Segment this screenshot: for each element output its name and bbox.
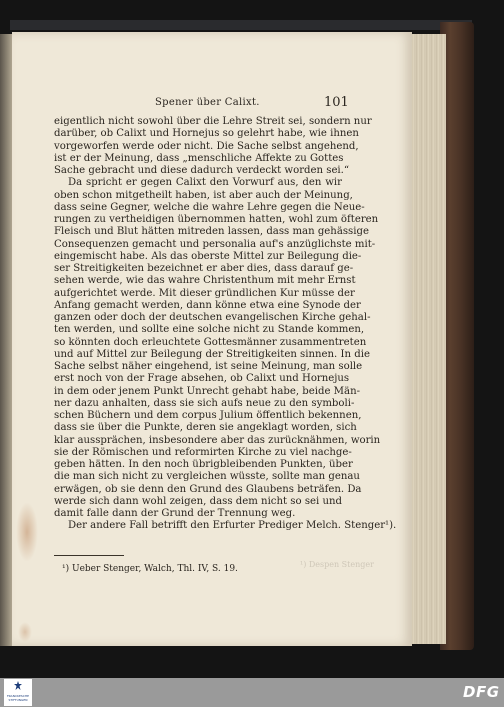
text-line: Der andere Fall betrifft den Erfurter Prediger Melch. Stenger¹). [68, 520, 397, 532]
footnote: ¹) Ueber Stenger, Walch, Thl. IV, S. 19. [62, 564, 238, 574]
text-line: rungen zu vertheidigen übernommen hatten, wohl zum öfteren [54, 214, 379, 225]
text-line: klar aussprächen, insbesondere aber das zurücknähmen, worin [54, 434, 381, 446]
text-line: darüber, ob Calixt und Hornejus so gelehrt habe, wie ihnen [54, 128, 359, 140]
text-line: ganzen oder doch der deutschen evangelischen Kirche gehal- [54, 312, 371, 323]
text-line: dass sie über die Punkte, deren sie angeklagt worden, sich [54, 422, 357, 434]
text-line: werde sich dann wohl zeigen, dass dem nicht so sei und [54, 495, 342, 507]
text-line: ten werden, und sollte eine solche nicht zu Stande kommen, [54, 324, 365, 336]
text-line: Consequenzen gemacht und personalia auf's anzüglichste mit- [54, 238, 376, 250]
dfg-logo[interactable]: DFG [463, 683, 500, 701]
footnote-rule [54, 555, 124, 556]
text-line: Sache gebracht und diese dadurch verdeckt worden sei.“ [54, 165, 350, 176]
text-line: Anfang gemacht werden, dann könne etwa eine Synode der [54, 299, 361, 311]
text-line: so könnten doch erleuchtete Gottesmänner zusammentreten [54, 336, 367, 348]
text-line: vorgeworfen werde oder nicht. Die Sache selbst angehend, [54, 140, 359, 152]
text-line: ist er der Meinung, dass „menschliche Affekte zu Gottes [54, 152, 344, 164]
crest-icon [13, 681, 23, 691]
franckesche-stiftungen-logo[interactable] [4, 679, 32, 706]
text-line: damit falle dann der Grund der Trennung weg. [54, 508, 296, 519]
text-line: Da spricht er gegen Calixt den Vorwurf aus, den wir [68, 177, 342, 189]
text-line: dass seine Gegner, welche die wahre Lehre gegen die Neue- [54, 201, 365, 213]
logo-text: FRANCKESCHE STIFTUNGEN [6, 694, 30, 702]
paper-stain [16, 502, 38, 562]
page-edges [410, 34, 446, 644]
text-line: eingemischt habe. Als das oberste Mittel zur Beilegung die- [54, 250, 362, 262]
text-line: und auf Mittel zur Beilegung der Streitigkeiten sinnen. In die [54, 348, 370, 360]
text-line: erwägen, ob sie denn den Grund des Glaubens beträfen. Da [54, 483, 362, 495]
bleed-through-text: ¹) Despen Stenger [300, 560, 374, 569]
text-line: ner dazu anhalten, dass sie sich aufs neue zu den symboli- [54, 397, 355, 409]
text-line: die man sich nicht zu vergleichen wüsste, sollte man genau [54, 471, 360, 483]
paper-stain-small [18, 622, 32, 642]
text-line: Fleisch und Blut hätten mitreden lassen, dass man gehässige [54, 226, 369, 238]
page-number: 101 [324, 95, 349, 110]
text-line: eigentlich nicht sowohl über die Lehre Streit sei, sondern nur [54, 116, 372, 127]
text-line: oben schon mitgetheilt haben, ist aber auch der Meinung, [54, 189, 353, 201]
text-line: Sache selbst näher eingehend, ist seine Meinung, man solle [54, 361, 363, 372]
text-line: aufgerichtet werde. Mit dieser gründlichen Kur müsse der [54, 287, 355, 299]
viewer-footer-bar [0, 678, 504, 707]
text-line: sie der Römischen und reformirten Kirche zu viel nachge- [54, 446, 352, 458]
body-text [54, 116, 397, 533]
running-head-title: Spener über Calixt. [155, 97, 260, 108]
text-line: sehen werde, wie das wahre Christenthum mit mehr Ernst [54, 275, 356, 287]
text-line: erst noch von der Frage absehen, ob Calixt und Hornejus [54, 373, 350, 385]
text-line: in dem oder jenem Punkt Unrecht gehabt habe, beide Män- [54, 385, 361, 397]
text-line: geben hätten. In den noch übrigbleibenden Punkten, über [54, 459, 353, 470]
book-cover-top-edge [10, 20, 472, 30]
text-line: schen Büchern und dem corpus Julium öffentlich bekennen, [54, 410, 362, 421]
text-line: ser Streitigkeiten bezeichnet er aber dies, dass darauf ge- [54, 263, 354, 274]
